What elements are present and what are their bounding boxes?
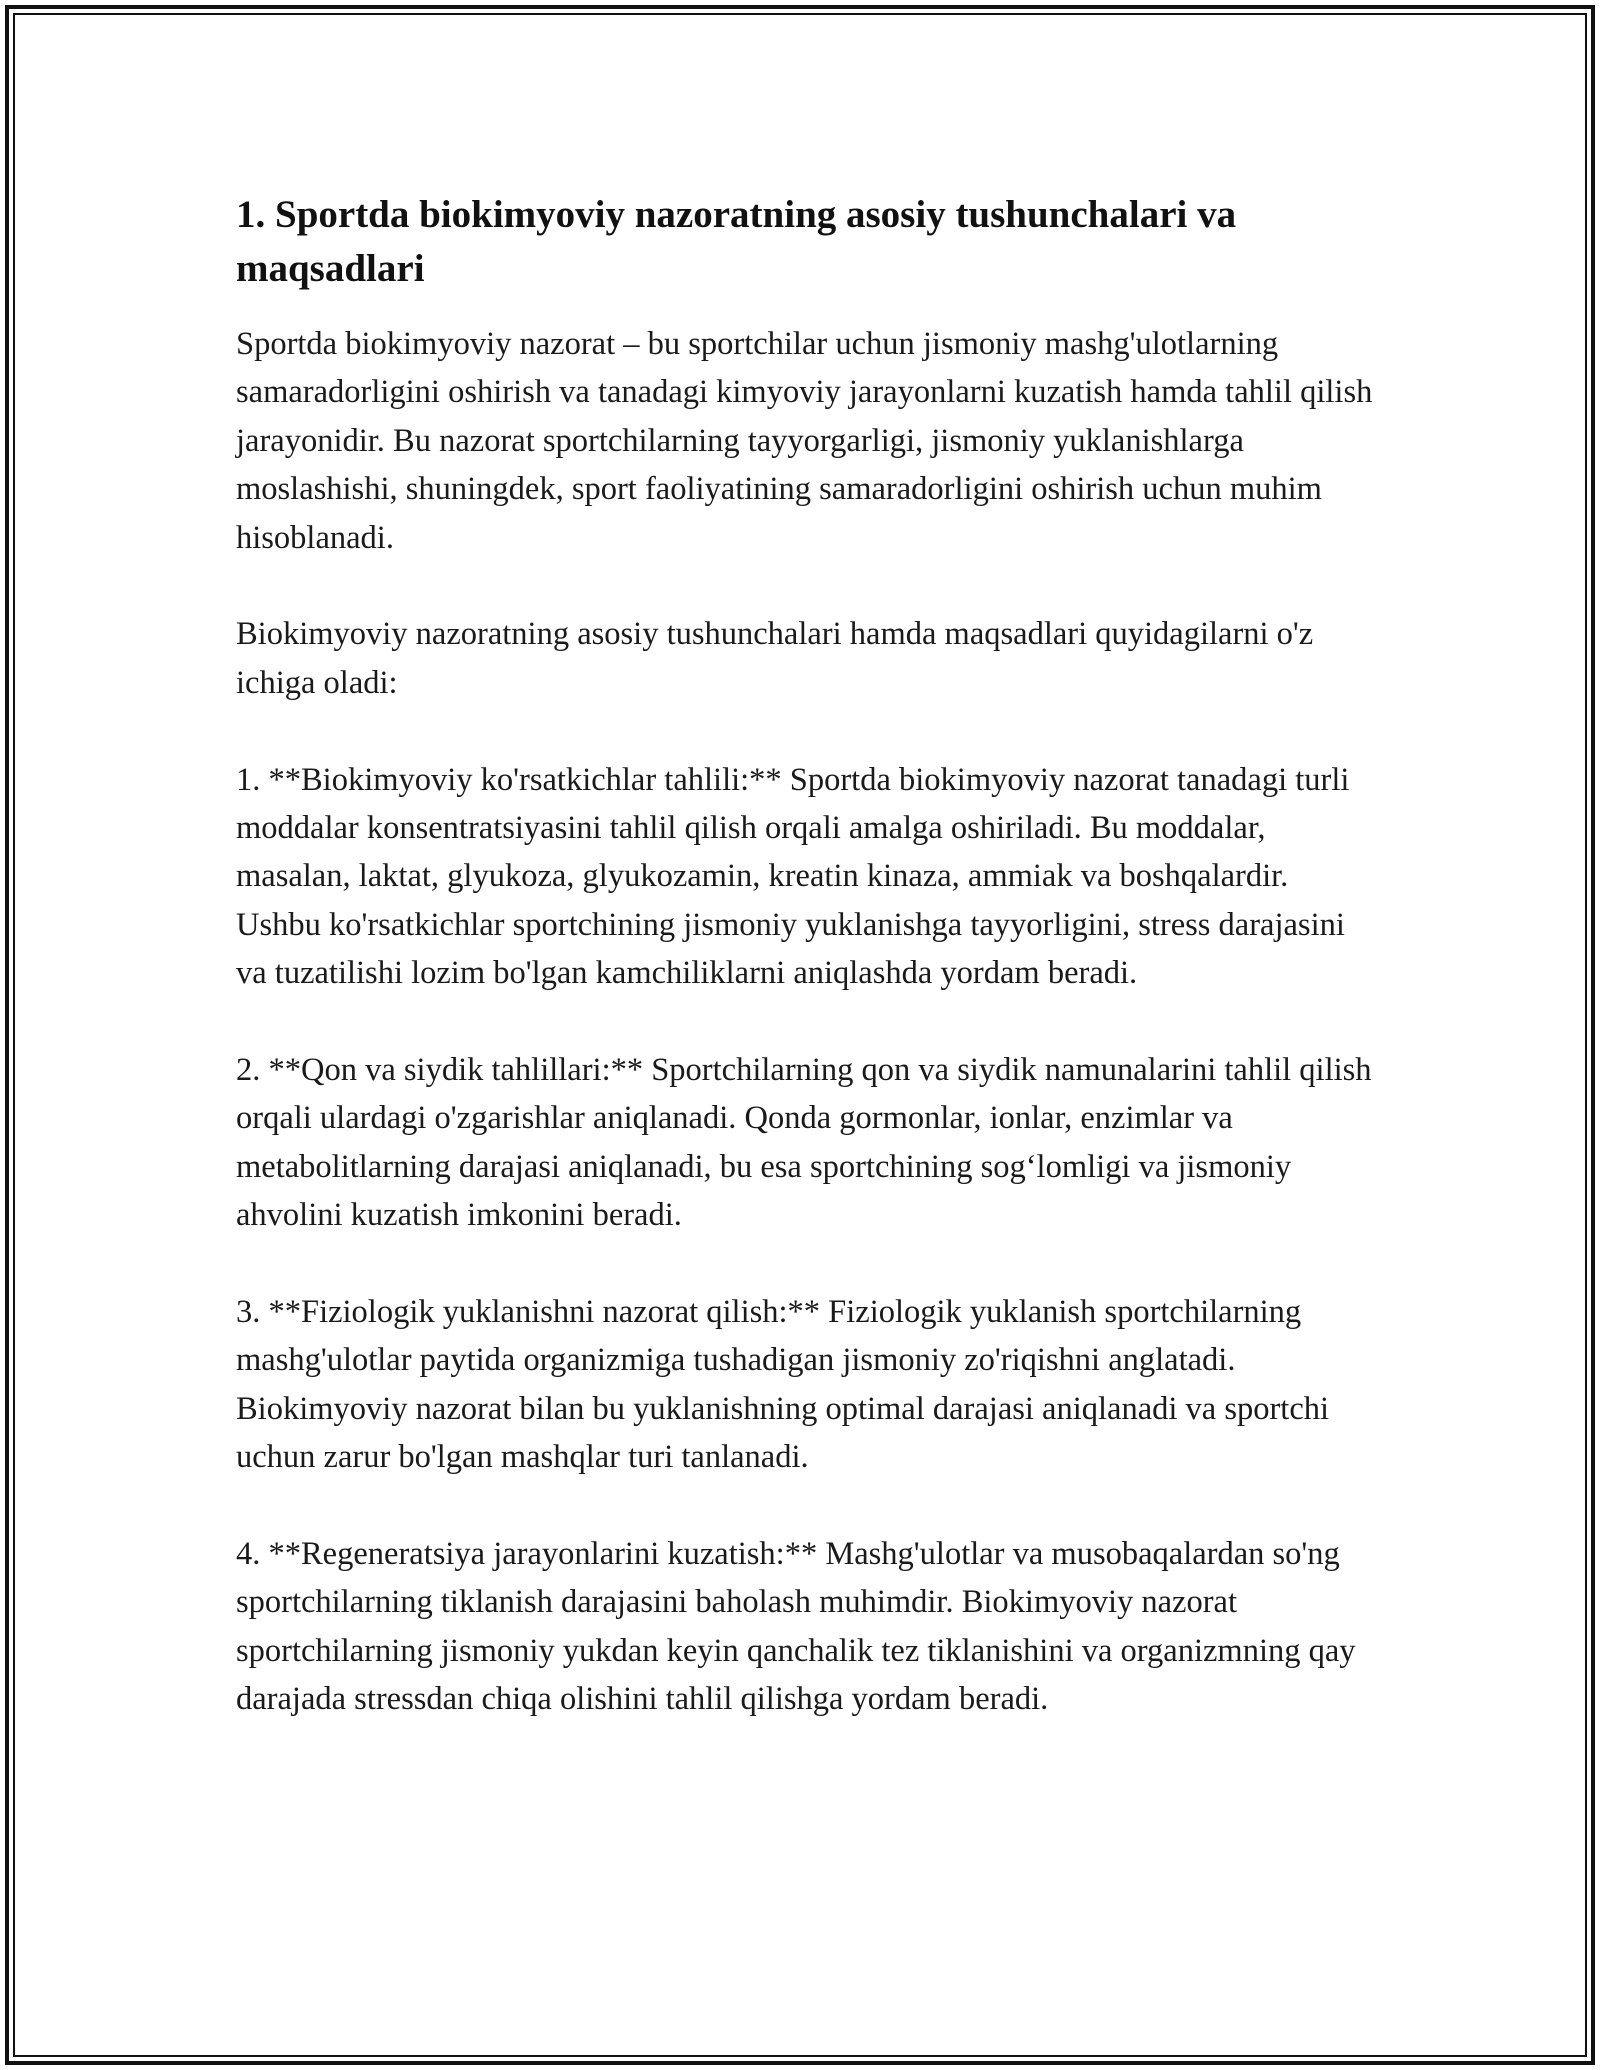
- section-heading: 1. Sportda biokimyoviy nazoratning asosiy tushunchalari va maqsadlari: [236, 193, 1237, 290]
- list-item-biochemical-indicators: 1. **Biokimyoviy ko'rsatkichlar tahlili:** Sportda biokimyoviy nazorat tanadagi turli moddalar konsentratsiyasini tahlil qilish orqali amalga oshiriladi. Bu moddalar, masalan, laktat, glyukoza, glyukozamin, kreatin kinaza, ammiak va boshqalardir. Ushbu ko'rsatkichlar sportchining jismoniy yuklanishga tayyorligini, stress darajasini va tuzatilishi lozim bo'lgan kamchiliklarni aniqlashda yordam beradi.: [236, 761, 1350, 992]
- list-item-blood-urine-tests: 2. **Qon va siydik tahlillari:** Sportchilarning qon va siydik namunalarini tahlil qilish orqali ulardagi o'zgarishlar aniqlanadi. Qonda gormonlar, ionlar, enzimlar va metabolitlarning darajasi aniqlanadi, bu esa sportchining sog‘lomligi va jismoniy ahvolini kuzatish imkonini beradi.: [236, 1052, 1372, 1234]
- intro-paragraph: Sportda biokimyoviy nazorat – bu sportchilar uchun jismoniy mashg'ulotlarning samaradorligini oshirish va tanadagi kimyoviy jarayonlarni kuzatish hamda tahlil qilish jarayonidir. Bu nazorat sportchilarning tayyorgarligi, jismoniy yuklanishlarga moslashishi, shuningdek, sport faoliyatining samaradorligini oshirish uchun muhim hisoblanadi.: [236, 326, 1373, 556]
- list-intro-paragraph: Biokimyoviy nazoratning asosiy tushunchalari hamda maqsadlari quyidagilarni o'z ichiga oladi:: [236, 616, 1314, 701]
- list-item-physiological-load: 3. **Fiziologik yuklanishni nazorat qilish:** Fiziologik yuklanish sportchilarning mashg'ulotlar paytida organizmiga tushadigan jismoniy zo'riqishni anglatadi. Biokimyoviy nazorat bilan bu yuklanishning optimal darajasi aniqlanadi va sportchi uchun zarur bo'lgan mashqlar turi tanlanadi.: [236, 1294, 1330, 1476]
- list-item-regeneration: 4. **Regeneratsiya jarayonlarini kuzatish:** Mashg'ulotlar va musobaqalardan so'ng sportchilarning tiklanish darajasini baholash muhimdir. Biokimyoviy nazorat sportchilarning jismoniy yukdan keyin qanchalik tez tiklanishini va organizmning qay darajada stressdan chiqa olishini tahlil qilishga yordam beradi.: [236, 1536, 1356, 1718]
- document-body: [236, 188, 1376, 1772]
